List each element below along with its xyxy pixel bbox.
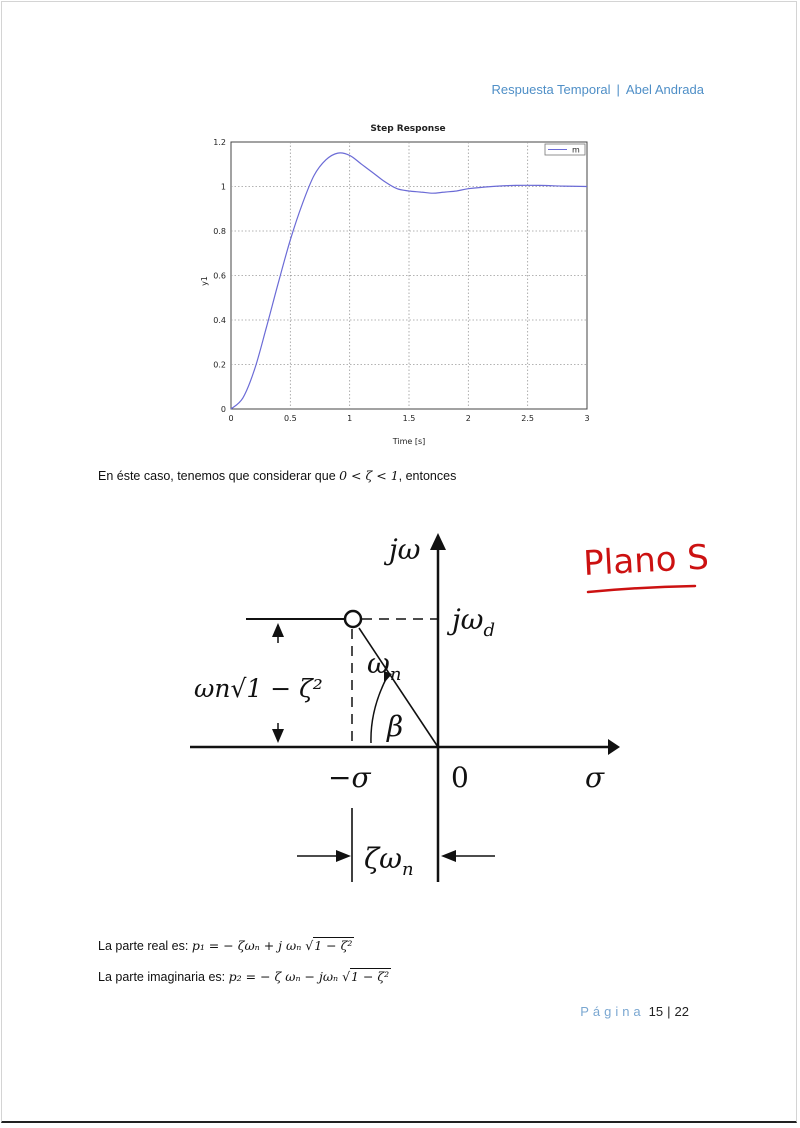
x-tick-label: 1.5 [402,414,416,423]
y-tick-label: 1 [220,182,226,192]
y-tick-label: 0.2 [213,360,226,370]
running-header [492,82,704,97]
page-word: Página [580,1004,645,1019]
zeta-omega-n-label: $\zeta\omega_n$ [364,842,414,880]
imag-sqrt-symbol: √ [342,969,351,984]
y-tick-label: 0.6 [213,271,226,281]
real-part-line [98,938,354,953]
legend-box [545,144,585,155]
plano-s-underline [588,586,695,592]
page-footer [580,1004,689,1019]
step-response-chart [190,116,600,451]
chart-title: Step Response [370,124,446,134]
pole-marker [345,611,361,627]
header-author: Abel Andrada [625,82,704,97]
y-tick-label: 0.4 [213,316,226,325]
real-part-sqrt: 1 − ζ² [314,938,353,953]
x-axis-label: Time [s] [392,437,426,446]
imaginary-part-label: La parte imaginaria es: [98,970,229,984]
x-tick-label: 0 [228,414,234,423]
header-title: Respuesta Temporal [491,82,611,97]
x-tick-label: 2 [465,414,471,423]
x-tick-label: 0.5 [283,414,297,423]
imaginary-axis-arrow [430,533,446,550]
beta-label: β [387,710,404,743]
origin-label: 0 [451,761,469,794]
intro-paragraph [98,468,456,483]
beta-angle-arc [371,677,387,743]
real-part-expression: p₁ = − ζωₙ + j ωₙ [191,938,306,953]
omega-n-label: $\omega_n$ [367,647,402,685]
total-pages: 22 [674,1004,689,1019]
y-tick-label: 1.2 [213,138,226,147]
height-label: ωn√1 − ζ² [194,674,323,703]
real-axis-arrow [608,739,620,755]
real-part-label: La parte real es: [98,939,192,953]
imaginary-part-line [98,969,391,984]
x-tick-label: 2.5 [521,414,535,423]
s-plane-diagram [180,525,720,895]
intro-text-before: En éste caso, tenemos que considerar que [98,469,340,483]
x-tick-label: 3 [584,414,590,423]
header-separator: | [616,82,620,97]
y-axis-label: y1 [200,276,209,286]
legend-entry-m: m [572,145,580,155]
intro-condition: 0 < ζ < 1 [339,468,399,483]
imaginary-part-sqrt: 1 − ζ² [351,969,390,984]
page-number: 15 [648,1004,664,1019]
y-tick-label: 0 [220,405,226,414]
x-tick-label: 1 [347,414,353,423]
y-tick-label: 0.8 [213,227,226,236]
j-omega-label: jω [389,533,421,566]
plano-s-annotation: Plano S [582,537,710,584]
sigma-axis-label: σ [585,761,605,794]
intro-text-after: , entonces [398,469,457,483]
real-sqrt-symbol: √ [305,938,314,953]
footer-separator: | [667,1004,671,1019]
neg-sigma-label: −σ [328,761,371,794]
imaginary-part-expression: p₂ = − ζ ωₙ − jωₙ [228,969,343,984]
j-omega-d-label: $j\omega_d$ [452,603,496,641]
